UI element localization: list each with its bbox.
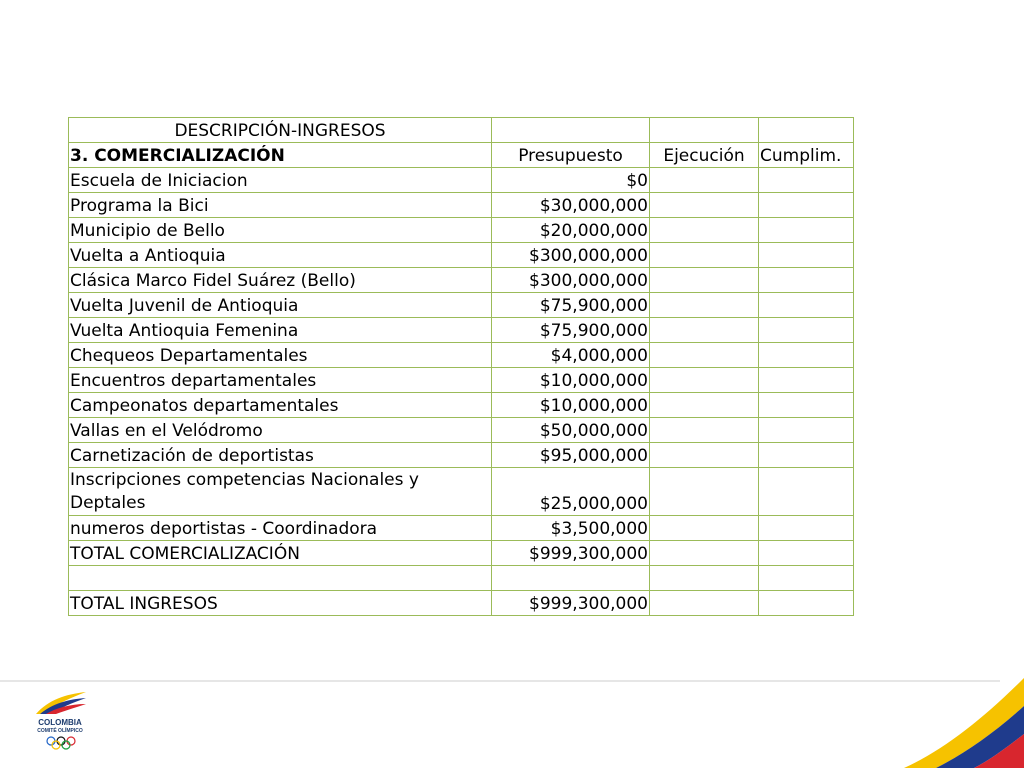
- row-compliance: [759, 443, 854, 468]
- colombia-olympic-committee-logo: [28, 690, 92, 760]
- row-execution: [650, 393, 759, 418]
- row-label: Municipio de Bello: [69, 218, 492, 243]
- row-budget: $10,000,000: [492, 393, 650, 418]
- row-budget: $75,900,000: [492, 318, 650, 343]
- row-execution: [650, 343, 759, 368]
- empty-row: [69, 566, 854, 591]
- compliance-column-header: Cumplim.: [759, 143, 854, 168]
- row-compliance: [759, 193, 854, 218]
- row-compliance: [759, 218, 854, 243]
- row-budget: $75,900,000: [492, 293, 650, 318]
- row-label: Campeonatos departamentales: [69, 393, 492, 418]
- row-execution: [650, 418, 759, 443]
- row-budget: $25,000,000: [492, 468, 650, 516]
- table-row: [69, 393, 854, 418]
- header-row-1: [69, 118, 854, 143]
- row-compliance: [759, 393, 854, 418]
- table-row: [69, 268, 854, 293]
- table-row: [69, 418, 854, 443]
- row-compliance: [759, 516, 854, 541]
- budget-table: [68, 117, 854, 616]
- row-budget: $999,300,000: [492, 541, 650, 566]
- table-row: [69, 218, 854, 243]
- row-compliance: [759, 268, 854, 293]
- table-row: [69, 193, 854, 218]
- row-compliance: [759, 343, 854, 368]
- header-cell: [492, 118, 650, 143]
- header-row-2: [69, 143, 854, 168]
- row-compliance: [759, 418, 854, 443]
- olympic-rings-icon: [46, 736, 76, 750]
- row-compliance: [759, 168, 854, 193]
- table-row: [69, 443, 854, 468]
- row-execution: [650, 268, 759, 293]
- row-label: [69, 566, 492, 591]
- section-title: 3. COMERCIALIZACIÓN: [69, 143, 492, 168]
- row-execution: [650, 168, 759, 193]
- table-row: [69, 318, 854, 343]
- flag-swoosh-icon: [32, 690, 88, 716]
- row-execution: [650, 468, 759, 516]
- row-budget: $300,000,000: [492, 243, 650, 268]
- table-row: [69, 343, 854, 368]
- row-label: Clásica Marco Fidel Suárez (Bello): [69, 268, 492, 293]
- header-cell: [759, 118, 854, 143]
- row-budget: $300,000,000: [492, 268, 650, 293]
- row-compliance: [759, 368, 854, 393]
- table-row: [69, 468, 854, 516]
- row-label: Escuela de Iniciacion: [69, 168, 492, 193]
- logo-country-text: COLOMBIA: [38, 718, 82, 727]
- row-execution: [650, 318, 759, 343]
- row-execution: [650, 243, 759, 268]
- footer-divider: [0, 680, 1000, 682]
- row-label: Vuelta Antioquia Femenina: [69, 318, 492, 343]
- header-cell: [650, 118, 759, 143]
- row-label: Programa la Bici: [69, 193, 492, 218]
- row-budget: $95,000,000: [492, 443, 650, 468]
- row-label: numeros deportistas - Coordinadora: [69, 516, 492, 541]
- row-compliance: [759, 566, 854, 591]
- row-label: Chequeos Departamentales: [69, 343, 492, 368]
- row-label: Inscripciones competencias Nacionales y Deptales: [69, 468, 492, 516]
- row-budget: $0: [492, 168, 650, 193]
- logo-committee-text: COMITÉ OLÍMPICO: [37, 728, 83, 734]
- row-budget: [492, 566, 650, 591]
- row-budget: $3,500,000: [492, 516, 650, 541]
- row-budget: $4,000,000: [492, 343, 650, 368]
- table-row: [69, 516, 854, 541]
- row-budget: $30,000,000: [492, 193, 650, 218]
- row-execution: [650, 541, 759, 566]
- row-budget: $20,000,000: [492, 218, 650, 243]
- row-label: Carnetización de deportistas: [69, 443, 492, 468]
- row-execution: [650, 566, 759, 591]
- row-budget: $999,300,000: [492, 591, 650, 616]
- row-compliance: [759, 591, 854, 616]
- row-compliance: [759, 318, 854, 343]
- row-execution: [650, 193, 759, 218]
- row-budget: $50,000,000: [492, 418, 650, 443]
- row-compliance: [759, 293, 854, 318]
- row-compliance: [759, 243, 854, 268]
- row-execution: [650, 591, 759, 616]
- row-compliance: [759, 541, 854, 566]
- subtotal-row: [69, 541, 854, 566]
- row-execution: [650, 516, 759, 541]
- row-label: TOTAL INGRESOS: [69, 591, 492, 616]
- row-execution: [650, 218, 759, 243]
- execution-column-header: Ejecución: [650, 143, 759, 168]
- total-row: [69, 591, 854, 616]
- table-row: [69, 168, 854, 193]
- row-execution: [650, 443, 759, 468]
- row-label: TOTAL COMERCIALIZACIÓN: [69, 541, 492, 566]
- table-row: [69, 368, 854, 393]
- row-compliance: [759, 468, 854, 516]
- row-label: Encuentros departamentales: [69, 368, 492, 393]
- row-label: Vuelta a Antioquia: [69, 243, 492, 268]
- row-label: Vuelta Juvenil de Antioquia: [69, 293, 492, 318]
- description-header: DESCRIPCIÓN-INGRESOS: [69, 118, 492, 143]
- table-row: [69, 293, 854, 318]
- row-label: Vallas en el Velódromo: [69, 418, 492, 443]
- corner-swoosh-decoration: [874, 678, 1024, 768]
- budget-column-header: Presupuesto: [492, 143, 650, 168]
- row-execution: [650, 368, 759, 393]
- row-budget: $10,000,000: [492, 368, 650, 393]
- row-execution: [650, 293, 759, 318]
- table-row: [69, 243, 854, 268]
